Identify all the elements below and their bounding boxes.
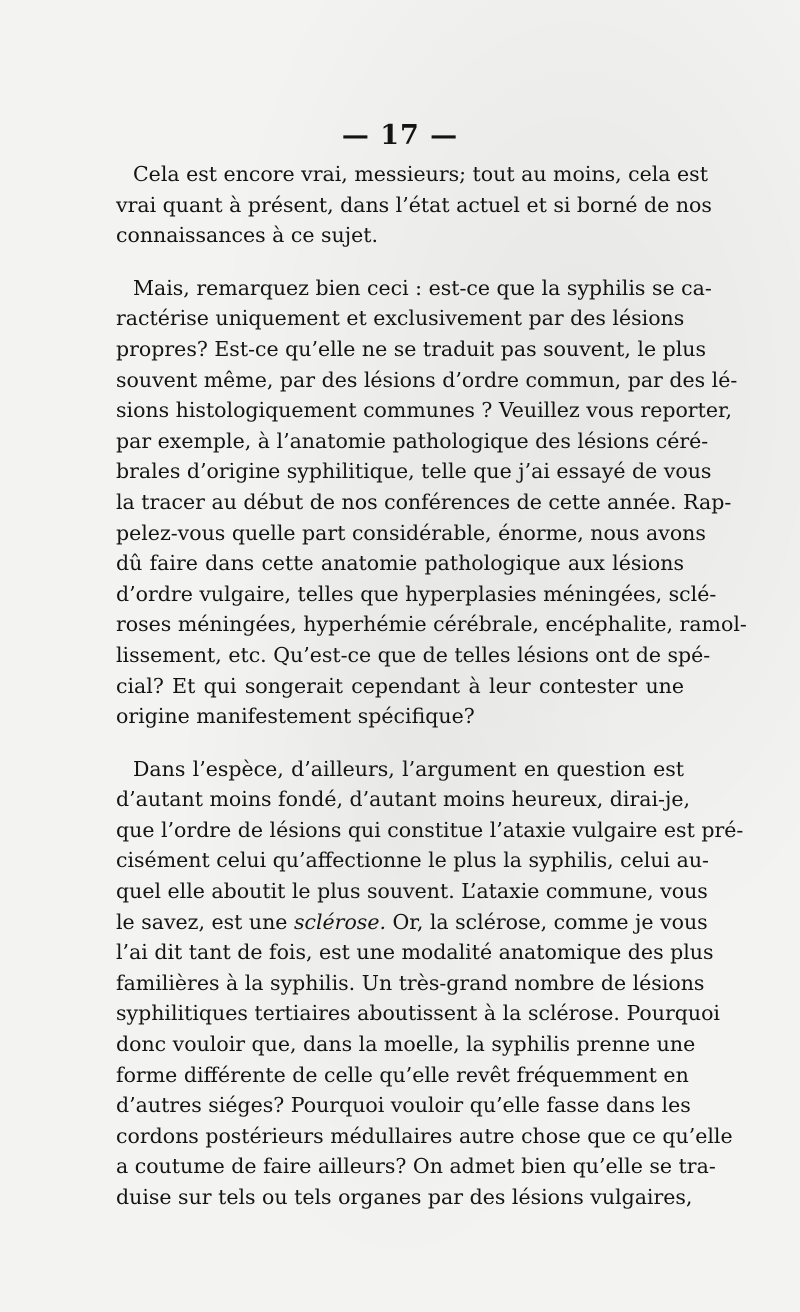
text-line: que l’ordre de lésions qui constitue l’ataxie vulgaire est pré- — [116, 817, 744, 842]
text-line: Cela est encore vrai, messieurs; tout au moins, cela est — [133, 162, 708, 186]
text-line: syphilitiques tertiaires aboutissent à la sclérose. Pourquoi — [116, 1001, 720, 1026]
text-line: cordons postérieurs médullaires autre chose que ce qu’elle — [116, 1123, 733, 1148]
text-line: ractérise uniquement et exclusivement par des lésions — [116, 306, 685, 331]
text-line: brales d’origine syphilitique, telle que j’ai essayé de vous — [116, 459, 712, 484]
text-line: quel elle aboutit le plus souvent. L’ataxie commune, vous — [116, 879, 708, 904]
text-line: pelez-vous quelle part considérable, énorme, nous avons — [116, 520, 706, 545]
italic-word: sclérose. — [293, 909, 386, 934]
text-line: cisément celui qu’affectionne le plus la syphilis, celui au- — [116, 848, 709, 873]
text-line: forme différente de celle qu’elle revêt fréquemment en — [116, 1062, 689, 1087]
text-line: origine manifestement spécifique? — [116, 704, 475, 729]
text-line: donc vouloir que, dans la moelle, la syphilis prenne une — [116, 1032, 696, 1057]
text-line: dû faire dans cette anatomie pathologique aux lésions — [116, 551, 684, 576]
text-line: par exemple, à l’anatomie pathologique des lésions céré- — [116, 428, 709, 453]
text-line: sions histologiquement communes ? Veuillez vous reporter, — [116, 398, 733, 423]
text-line: Mais, remarquez bien ceci : est-ce que la syphilis se ca- — [133, 275, 712, 300]
text-line: lissement, etc. Qu’est-ce que de telles lésions ont de spé- — [116, 642, 711, 667]
text-line: familières à la syphilis. Un très-grand nombre de lésions — [116, 970, 705, 995]
page-number: — 17 — — [341, 120, 459, 151]
text-line: cial? Et qui songerait cependant à leur contester une — [116, 673, 684, 698]
text-line: a coutume de faire ailleurs? On admet bien qu’elle se tra- — [116, 1154, 716, 1179]
text-line: la tracer au début de nos conférences de cette année. Rap- — [116, 489, 732, 514]
text-line: Dans l’espèce, d’ailleurs, l’argument en question est — [133, 756, 684, 781]
paragraph-2 — [116, 273, 747, 732]
text-line: roses méningées, hyperhémie cérébrale, encéphalite, ramol- — [116, 612, 747, 637]
text-line: le savez, est une sclérose. Or, la sclérose, comme je vous — [116, 909, 708, 934]
text-line: duise sur tels ou tels organes par des lésions vulgaires, — [116, 1185, 693, 1209]
text-line: l’ai dit tant de fois, est une modalité anatomique des plus — [116, 940, 714, 965]
text-line: d’autres siéges? Pourquoi vouloir qu’elle fasse dans les — [116, 1093, 691, 1118]
page-text — [116, 115, 747, 1235]
text-line: d’ordre vulgaire, telles que hyperplasies méningées, sclé- — [116, 581, 717, 606]
paragraph-3 — [116, 754, 744, 1213]
text-line: propres? Est-ce qu’elle ne se traduit pas souvent, le plus — [116, 336, 707, 361]
text-line: connaissances à ce sujet. — [116, 223, 378, 248]
paragraph-1 — [116, 159, 712, 251]
text-line: souvent même, par des lésions d’ordre commun, par des lé- — [116, 367, 738, 392]
text-line: d’autant moins fondé, d’autant moins heureux, dirai-je, — [116, 787, 690, 812]
text-line: vrai quant à présent, dans l’état actuel et si borné de nos — [116, 192, 712, 217]
